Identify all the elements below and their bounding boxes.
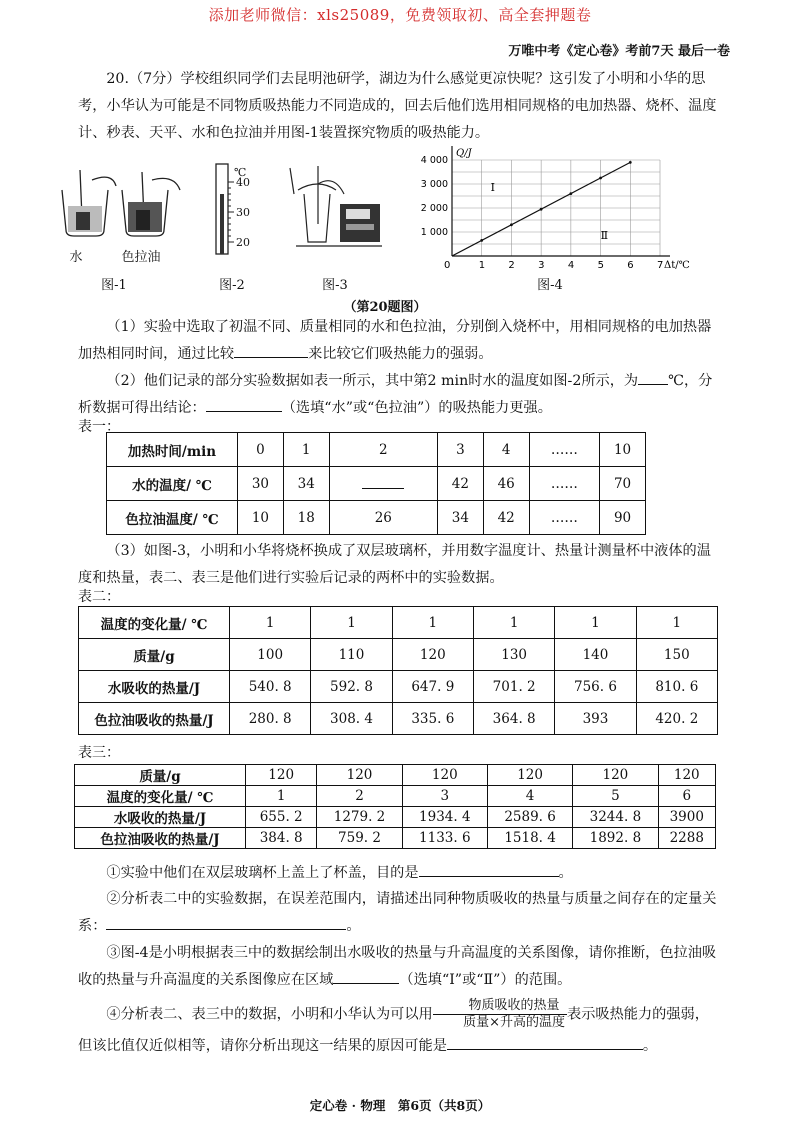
fig4-caption: 图-4 <box>537 278 563 293</box>
row-header: 质量/g <box>75 765 246 786</box>
sub4-text-middle: 表示吸热能力的强弱，但该比值仅近似相等，请你分析出现这一结果的原因可能是 <box>78 1006 709 1054</box>
table-cell: 655. 2 <box>246 807 317 828</box>
row-header: 质量/g <box>79 639 230 671</box>
sub2-answer-blank[interactable] <box>106 915 346 930</box>
fig2-caption: 图-2 <box>219 278 245 293</box>
table-cell: 1 <box>473 607 554 639</box>
row-header: 色拉油吸收的热量/J <box>79 703 230 735</box>
sub1-answer-blank[interactable] <box>419 862 559 877</box>
x-axis-label: Δt/℃ <box>664 260 690 271</box>
table-cell: 756. 6 <box>555 671 636 703</box>
table-cell: 335. 6 <box>392 703 473 735</box>
table-cell: 18 <box>283 501 329 535</box>
table-cell: 701. 2 <box>473 671 554 703</box>
region-label-2: Ⅱ <box>600 229 609 243</box>
table-cell: 10 <box>600 433 646 467</box>
fig1-caption: 图-1 <box>101 278 127 293</box>
table-cell: 1 <box>555 607 636 639</box>
table-cell: 3900 <box>658 807 715 828</box>
table-row <box>79 607 718 639</box>
table-cell: 42 <box>437 467 483 501</box>
table-cell: 140 <box>555 639 636 671</box>
data-point <box>629 161 632 164</box>
table-cell: 540. 8 <box>230 671 311 703</box>
sub3-text-before: ③图-4是小明根据表三中的数据绘制出水吸收的热量与升高温度的关系图像，请你推断，色拉油吸收的热量与升高温度的关系图像应在区域 <box>78 945 717 988</box>
table-cell: 46 <box>483 467 529 501</box>
data-point <box>599 177 602 180</box>
sub1-text-after: 。 <box>558 865 573 881</box>
table-cell: 3244. 8 <box>573 807 658 828</box>
table-cell: 120 <box>317 765 402 786</box>
sub-question-3 <box>78 940 718 994</box>
sub-question-2 <box>78 886 718 940</box>
row-header: 水吸收的热量/J <box>75 807 246 828</box>
table-cell: 280. 8 <box>230 703 311 735</box>
table-cell: 26 <box>329 501 437 535</box>
q1-text-after: 来比较它们吸热能力的强弱。 <box>308 346 493 362</box>
table-cell: 4 <box>483 433 529 467</box>
y-tick-label: 1 000 <box>420 227 448 238</box>
table-cell: 120 <box>487 765 572 786</box>
sub2-text-after: 。 <box>346 918 361 934</box>
table-2 <box>78 606 718 735</box>
sub-question-1 <box>78 860 718 887</box>
page-header: 万唯中考《定心卷》考前7天 最后一卷 <box>508 44 730 59</box>
question-intro: 20.（7分）学校组织同学们去昆明池研学，湖边为什么感觉更凉快呢？这引发了小明和小华的思考，小华认为可能是不同物质吸热能力不同造成的，回去后他们选用相同规格的电加热器、烧杯、温度计、秒表、天平、水和色拉油并用图-1装置探究物质的吸热能力。 <box>78 71 717 141</box>
table-cell: 1 <box>283 433 329 467</box>
table-cell: 364. 8 <box>473 703 554 735</box>
table-cell: 110 <box>311 639 392 671</box>
table-cell: …… <box>529 433 600 467</box>
table-cell: 1892. 8 <box>573 828 658 849</box>
fig3-caption: 图-3 <box>322 278 348 293</box>
table-cell: 384. 8 <box>246 828 317 849</box>
figure-1-apparatus <box>52 168 192 244</box>
table-cell: 1934. 4 <box>402 807 487 828</box>
table-3 <box>74 764 716 849</box>
table-cell: 90 <box>600 501 646 535</box>
sub4-text-before: ④分析表二、表三中的数据，小明和小华认为可以用 <box>106 1006 433 1023</box>
x-tick-label: 3 <box>538 260 545 271</box>
x-tick-label: 5 <box>597 260 604 271</box>
table-cell: 1 <box>311 607 392 639</box>
table-cell: 2288 <box>658 828 715 849</box>
ratio-fraction <box>433 998 567 1031</box>
q2-text-3: （选填“水”或“色拉油”）的吸热能力更强。 <box>281 400 552 416</box>
figure-3-apparatus <box>284 164 390 254</box>
table3-label: 表三： <box>78 745 120 761</box>
sub3-answer-blank[interactable] <box>333 969 399 984</box>
table-cell <box>329 467 437 501</box>
x-tick-label: 6 <box>627 260 634 271</box>
table-cell: …… <box>529 501 600 535</box>
row-header: 水的温度/ ℃ <box>107 467 238 501</box>
sub4-text-after: 。 <box>642 1038 658 1054</box>
table-row <box>79 639 718 671</box>
y-tick-label: 3 000 <box>420 179 448 190</box>
table2-label: 表二： <box>78 589 120 605</box>
fraction-denominator: 质量×升高的温度 <box>463 1015 566 1030</box>
table-cell: 647. 9 <box>392 671 473 703</box>
table-cell: 3 <box>437 433 483 467</box>
sub3-text-after: （选填“Ⅰ”或“Ⅱ”）的范围。 <box>399 972 572 988</box>
question-1 <box>78 314 718 368</box>
table-cell: 130 <box>473 639 554 671</box>
row-header: 色拉油吸收的热量/J <box>75 828 246 849</box>
table-cell: 30 <box>238 467 284 501</box>
table-cell: 2 <box>329 433 437 467</box>
row-header: 加热时间/min <box>107 433 238 467</box>
table-cell: 759. 2 <box>317 828 402 849</box>
fig1-label-water: 水 <box>69 250 83 265</box>
table-cell: 120 <box>402 765 487 786</box>
table-cell: 1279. 2 <box>317 807 402 828</box>
q2-text-1: （2）他们记录的部分实验数据如表一所示，其中第2 min时水的温度如图-2所示，为 <box>106 373 639 389</box>
watermark: 添加老师微信：xls25089，免费领取初、高全套押题卷 <box>208 6 592 24</box>
row-header: 水吸收的热量/J <box>79 671 230 703</box>
table-cell: 1518. 4 <box>487 828 572 849</box>
x-tick-label: 4 <box>567 260 575 271</box>
data-point <box>510 223 513 226</box>
page-footer: 定心卷 · 物理 第6页（共8页） <box>309 1098 491 1113</box>
table-row <box>75 786 716 807</box>
q2-conclusion-blank[interactable] <box>206 397 282 412</box>
y-axis-label: Q/J <box>456 148 472 159</box>
table-row <box>107 501 646 535</box>
table-cell: 10 <box>238 501 284 535</box>
table-cell: 592. 8 <box>311 671 392 703</box>
region-label-1: Ⅰ <box>490 181 495 195</box>
table-cell: 1133. 6 <box>402 828 487 849</box>
question-3: （3）如图-3，小明和小华将烧杯换成了双层玻璃杯，并用数字温度计、热量计测量杯中液体的温度和热量，表二、表三是他们进行实验后记录的两杯中的实验数据。 <box>78 543 711 586</box>
x-tick-label: 7 <box>657 260 664 271</box>
table-cell: 420. 2 <box>636 703 717 735</box>
y-tick-label: 4 000 <box>420 155 448 166</box>
x-tick-label: 0 <box>444 260 451 271</box>
table-row <box>79 703 718 735</box>
table-cell: 34 <box>283 467 329 501</box>
sub-question-4 <box>78 998 718 1061</box>
table-cell: 120 <box>658 765 715 786</box>
table-row <box>107 433 646 467</box>
table-cell: 308. 4 <box>311 703 392 735</box>
fig2-unit: ℃ <box>234 166 247 179</box>
table-cell: 150 <box>636 639 717 671</box>
table-row <box>75 828 716 849</box>
table-row <box>75 765 716 786</box>
figure-group-caption: （第20题图） <box>343 300 427 315</box>
row-header: 温度的变化量/ ℃ <box>75 786 246 807</box>
table-cell: 3 <box>402 786 487 807</box>
fig2-tick-20: 20 <box>236 236 250 249</box>
q1-text-before: （1）实验中选取了初温不同、质量相同的水和色拉油，分别倒入烧杯中，用相同规格的电加热器加热相同时间，通过比较 <box>78 319 712 362</box>
table-cell: 120 <box>573 765 658 786</box>
table-cell: 1 <box>230 607 311 639</box>
fig2-tick-40: 40 <box>236 176 250 189</box>
y-tick-label: 2 000 <box>420 203 448 214</box>
sub4-answer-blank[interactable] <box>447 1035 643 1050</box>
question-2 <box>78 368 718 422</box>
fraction-numerator: 物质吸收的热量 <box>433 998 567 1015</box>
data-point <box>540 208 543 211</box>
table-cell: 0 <box>238 433 284 467</box>
table-row <box>75 807 716 828</box>
data-point <box>480 239 483 242</box>
sub2-text-before: ②分析表二中的实验数据，在误差范围内，请描述出同种物质吸收的热量与质量之间存在的定量关系： <box>78 891 717 934</box>
table-cell: 120 <box>246 765 317 786</box>
table-cell: 34 <box>437 501 483 535</box>
table-cell: 1 <box>392 607 473 639</box>
table-cell: …… <box>529 467 600 501</box>
table-cell: 2589. 6 <box>487 807 572 828</box>
q2-text-2: ℃，分析数据可得出结论： <box>78 373 713 416</box>
data-point <box>569 192 572 195</box>
table-cell: 100 <box>230 639 311 671</box>
table-cell: 1 <box>246 786 317 807</box>
table-cell: 4 <box>487 786 572 807</box>
table-cell: 1 <box>636 607 717 639</box>
table-cell: 70 <box>600 467 646 501</box>
fig1-label-oil: 色拉油 <box>121 250 161 265</box>
table-cell: 810. 6 <box>636 671 717 703</box>
figure-4-chart <box>410 136 690 276</box>
table1-label: 表一： <box>78 419 120 435</box>
x-tick-label: 2 <box>508 260 515 271</box>
fig2-tick-30: 30 <box>236 206 250 219</box>
table-cell: 5 <box>573 786 658 807</box>
x-tick-label: 1 <box>478 260 486 271</box>
table-row <box>107 467 646 501</box>
row-header: 色拉油温度/ ℃ <box>107 501 238 535</box>
row-header: 温度的变化量/ ℃ <box>79 607 230 639</box>
table-cell: 42 <box>483 501 529 535</box>
table-1 <box>106 432 646 535</box>
table-cell: 2 <box>317 786 402 807</box>
table-cell: 120 <box>392 639 473 671</box>
table-row <box>79 671 718 703</box>
table1-blank[interactable] <box>362 474 404 489</box>
table-cell: 393 <box>555 703 636 735</box>
sub1-text-before: ①实验中他们在双层玻璃杯上盖上了杯盖，目的是 <box>106 865 419 881</box>
q2-temperature-blank[interactable] <box>638 370 668 385</box>
table-cell: 6 <box>658 786 715 807</box>
q1-answer-blank[interactable] <box>234 343 308 358</box>
